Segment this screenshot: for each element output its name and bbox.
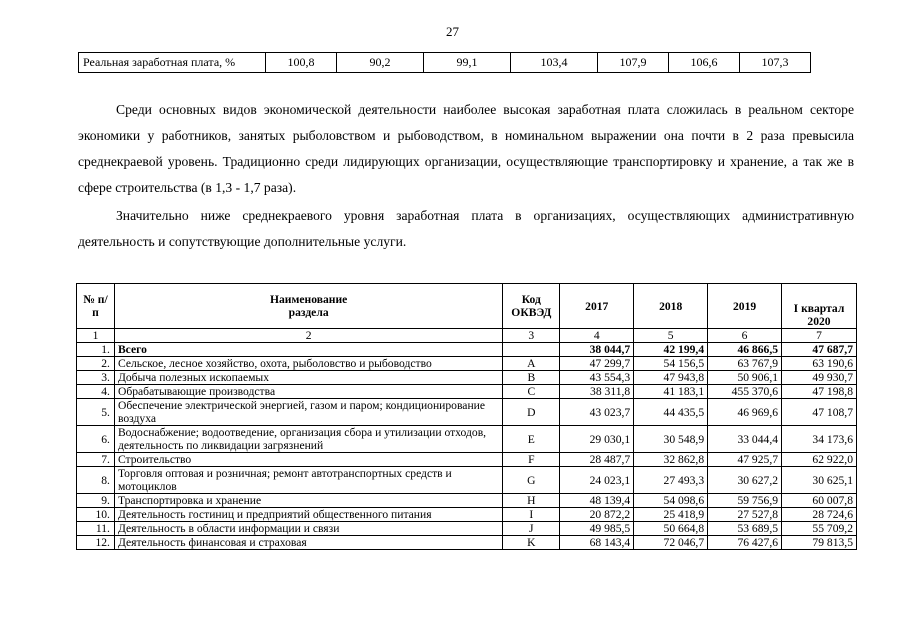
row-value-2019: 63 767,9 xyxy=(708,357,782,371)
row-sector-name: Деятельность гостиниц и предприятий общественного питания xyxy=(114,508,502,522)
row-value-2019: 50 906,1 xyxy=(708,371,782,385)
col-header-name-line1: Наименование xyxy=(269,293,348,306)
row-value-q1-2020: 62 922,0 xyxy=(782,453,857,467)
row-value-2019: 30 627,2 xyxy=(708,467,782,494)
row-value-2017: 48 139,4 xyxy=(560,494,634,508)
row-okved-code xyxy=(503,343,560,357)
row-okved-code: B xyxy=(503,371,560,385)
row-value-q1-2020: 30 625,1 xyxy=(782,467,857,494)
row-sector-name: Обрабатывающие производства xyxy=(114,385,502,399)
col-header-code-line1: Код xyxy=(521,293,541,306)
paragraph-1: Среди основных видов экономической деятельности наиболее высокая заработная плата сложилась в реальном секторе экономики у работников, занятых рыболовством и рыбоводством, в номинальном выражении она почти в 2 раза превысила среднекраевой уровень. Традиционно среди лидирующих организации, осуществляющие транспортировку и хранение, а так же в сфере строительства (в 1,3 - 1,7 раза). xyxy=(78,102,854,195)
row-number: 6. xyxy=(77,426,115,453)
row-okved-code: H xyxy=(503,494,560,508)
row-okved-code: J xyxy=(503,522,560,536)
row-value-2018: 30 548,9 xyxy=(634,426,708,453)
row-number: 8. xyxy=(77,467,115,494)
column-index: 7 xyxy=(782,329,857,343)
row-value-q1-2020: 63 190,6 xyxy=(782,357,857,371)
row-value-2018: 41 183,1 xyxy=(634,385,708,399)
row-value-2017: 68 143,4 xyxy=(560,536,634,550)
row-value-2019: 46 866,5 xyxy=(708,343,782,357)
row-value-2017: 20 872,2 xyxy=(560,508,634,522)
row-sector-name: Торговля оптовая и розничная; ремонт автотранспортных средств и мотоциклов xyxy=(114,467,502,494)
row-sector-name: Водоснабжение; водоотведение, организация сбора и утилизации отходов, деятельность по ликвидации загрязнений xyxy=(114,426,502,453)
table-row xyxy=(77,522,857,536)
row-value-2017: 47 299,7 xyxy=(560,357,634,371)
wage-by-sector-table xyxy=(76,283,857,550)
row-value-2018: 54 098,6 xyxy=(634,494,708,508)
row-okved-code: E xyxy=(503,426,560,453)
table-row xyxy=(77,357,857,371)
col-header-2019: 2019 xyxy=(708,284,782,329)
row-value-q1-2020: 49 930,7 xyxy=(782,371,857,385)
row-number: 3. xyxy=(77,371,115,385)
real-wage-value: 99,1 xyxy=(424,53,511,73)
row-value-q1-2020: 47 687,7 xyxy=(782,343,857,357)
row-value-q1-2020: 79 813,5 xyxy=(782,536,857,550)
col-header-2017: 2017 xyxy=(560,284,634,329)
table-row xyxy=(77,385,857,399)
row-value-2017: 43 023,7 xyxy=(560,399,634,426)
row-sector-name: Деятельность финансовая и страховая xyxy=(114,536,502,550)
row-sector-name: Добыча полезных ископаемых xyxy=(114,371,502,385)
row-okved-code: D xyxy=(503,399,560,426)
table-row xyxy=(77,508,857,522)
row-sector-name: Строительство xyxy=(114,453,502,467)
row-number: 7. xyxy=(77,453,115,467)
row-value-2019: 47 925,7 xyxy=(708,453,782,467)
table-row xyxy=(77,426,857,453)
column-index: 6 xyxy=(708,329,782,343)
row-number: 11. xyxy=(77,522,115,536)
col-header-code xyxy=(503,284,560,329)
row-value-2019: 27 527,8 xyxy=(708,508,782,522)
row-value-2019: 46 969,6 xyxy=(708,399,782,426)
row-value-2017: 43 554,3 xyxy=(560,371,634,385)
real-wage-row xyxy=(79,53,811,73)
real-wage-value: 106,6 xyxy=(669,53,740,73)
real-wage-value: 100,8 xyxy=(266,53,337,73)
row-value-2018: 42 199,4 xyxy=(634,343,708,357)
row-value-2018: 25 418,9 xyxy=(634,508,708,522)
row-value-2017: 49 985,5 xyxy=(560,522,634,536)
row-value-q1-2020: 34 173,6 xyxy=(782,426,857,453)
column-index: 4 xyxy=(560,329,634,343)
row-value-q1-2020: 60 007,8 xyxy=(782,494,857,508)
header-row xyxy=(77,284,857,329)
table-row xyxy=(77,399,857,426)
row-value-2017: 24 023,1 xyxy=(560,467,634,494)
col-header-name-line2: раздела xyxy=(288,306,329,319)
page-number: 27 xyxy=(446,24,459,39)
row-value-2018: 44 435,5 xyxy=(634,399,708,426)
col-header-q-line1: I квартал xyxy=(793,302,845,315)
row-value-2018: 72 046,7 xyxy=(634,536,708,550)
row-sector-name: Всего xyxy=(114,343,502,357)
paragraph-2: Значительно ниже среднекраевого уровня заработная плата в организациях, осуществляющих административную деятельность и сопутствующие дополнительные услуги. xyxy=(78,208,854,249)
col-header-num: № п/п xyxy=(77,284,115,329)
row-value-2019: 53 689,5 xyxy=(708,522,782,536)
table-row xyxy=(77,343,857,357)
row-value-2019: 33 044,4 xyxy=(708,426,782,453)
column-index: 3 xyxy=(503,329,560,343)
row-number: 4. xyxy=(77,385,115,399)
row-sector-name: Деятельность в области информации и связи xyxy=(114,522,502,536)
row-number: 12. xyxy=(77,536,115,550)
row-number: 2. xyxy=(77,357,115,371)
real-wage-value: 107,9 xyxy=(598,53,669,73)
col-header-name xyxy=(114,284,502,329)
row-okved-code: K xyxy=(503,536,560,550)
row-value-2019: 455 370,6 xyxy=(708,385,782,399)
row-value-q1-2020: 55 709,2 xyxy=(782,522,857,536)
row-value-2018: 47 943,8 xyxy=(634,371,708,385)
column-index: 2 xyxy=(114,329,502,343)
row-number: 5. xyxy=(77,399,115,426)
row-okved-code: A xyxy=(503,357,560,371)
real-wage-value: 90,2 xyxy=(337,53,424,73)
row-sector-name: Транспортировка и хранение xyxy=(114,494,502,508)
row-number: 10. xyxy=(77,508,115,522)
row-value-2018: 32 862,8 xyxy=(634,453,708,467)
row-value-q1-2020: 47 198,8 xyxy=(782,385,857,399)
row-value-2017: 38 311,8 xyxy=(560,385,634,399)
row-okved-code: I xyxy=(503,508,560,522)
real-wage-label: Реальная заработная плата, % xyxy=(79,53,266,73)
col-header-q1-2020 xyxy=(782,284,857,329)
column-index-row xyxy=(77,329,857,343)
row-value-2017: 28 487,7 xyxy=(560,453,634,467)
row-value-2017: 29 030,1 xyxy=(560,426,634,453)
row-okved-code: G xyxy=(503,467,560,494)
column-index: 1 xyxy=(77,329,115,343)
row-value-q1-2020: 28 724,6 xyxy=(782,508,857,522)
col-header-2018: 2018 xyxy=(634,284,708,329)
real-wage-table xyxy=(78,52,811,73)
table-row xyxy=(77,536,857,550)
row-number: 9. xyxy=(77,494,115,508)
column-index: 5 xyxy=(634,329,708,343)
real-wage-value: 103,4 xyxy=(511,53,598,73)
row-value-2019: 59 756,9 xyxy=(708,494,782,508)
table-row xyxy=(77,453,857,467)
row-sector-name: Обеспечение электрической энергией, газом и паром; кондиционирование воздуха xyxy=(114,399,502,426)
col-header-code-line2: ОКВЭД xyxy=(511,306,552,319)
row-value-2018: 50 664,8 xyxy=(634,522,708,536)
table-row xyxy=(77,494,857,508)
col-header-q-line2: 2020 xyxy=(807,315,831,328)
row-number: 1. xyxy=(77,343,115,357)
row-okved-code: C xyxy=(503,385,560,399)
real-wage-value: 107,3 xyxy=(740,53,811,73)
row-value-2018: 54 156,5 xyxy=(634,357,708,371)
row-value-q1-2020: 47 108,7 xyxy=(782,399,857,426)
row-sector-name: Сельское, лесное хозяйство, охота, рыболовство и рыбоводство xyxy=(114,357,502,371)
row-okved-code: F xyxy=(503,453,560,467)
row-value-2019: 76 427,6 xyxy=(708,536,782,550)
row-value-2017: 38 044,7 xyxy=(560,343,634,357)
row-value-2018: 27 493,3 xyxy=(634,467,708,494)
table-row xyxy=(77,371,857,385)
table-row xyxy=(77,467,857,494)
